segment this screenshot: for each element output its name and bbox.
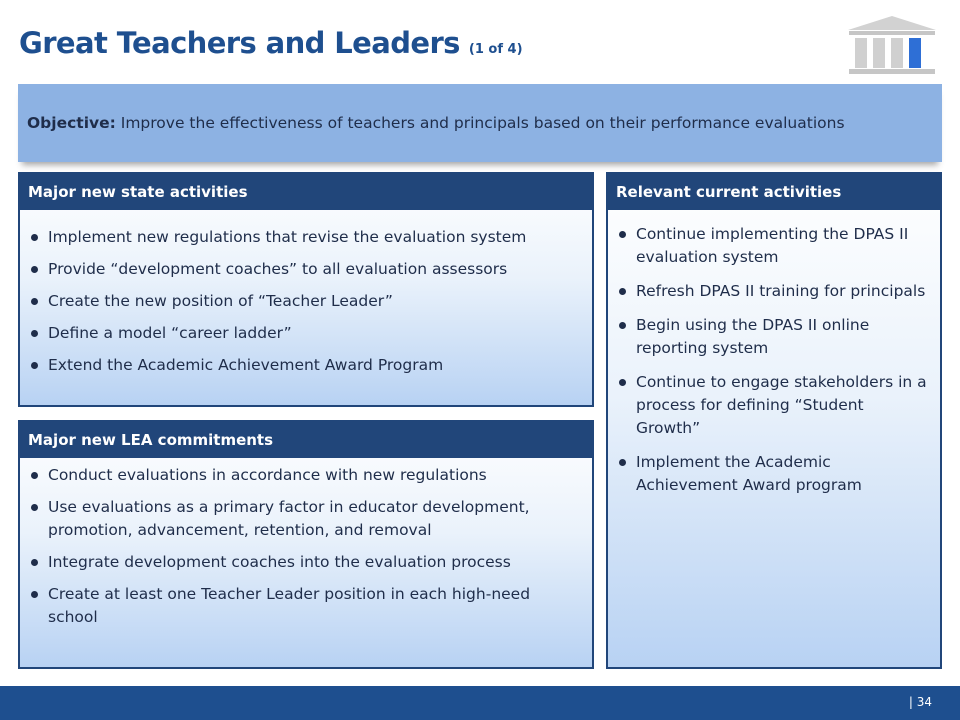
current-activities-heading: Relevant current activities [608, 174, 940, 210]
list-item: Integrate development coaches into the evaluation process [30, 551, 582, 574]
list-item: Define a model “career ladder” [30, 322, 582, 345]
lea-commitments-panel [18, 420, 594, 669]
page-title-subtitle: (1 of 4) [468, 42, 523, 57]
footer-bar [0, 686, 960, 720]
lea-commitments-heading: Major new LEA commitments [20, 422, 592, 458]
list-item: Refresh DPAS II training for principals [618, 280, 930, 303]
list-item: Provide “development coaches” to all evaluation assessors [30, 258, 582, 281]
lea-commitments-list [20, 458, 592, 629]
objective-label: Objective: [27, 114, 116, 132]
objective-description: Improve the effectiveness of teachers and principals based on their performance evaluations [120, 114, 845, 132]
list-item: Continue implementing the DPAS II evaluation system [618, 223, 930, 269]
building-columns-icon [846, 14, 938, 76]
list-item: Conduct evaluations in accordance with new regulations [30, 464, 582, 487]
current-activities-list [608, 210, 940, 497]
page-title [19, 26, 523, 60]
page-number: | 34 [908, 695, 932, 709]
list-item: Extend the Academic Achievement Award Program [30, 354, 582, 377]
objective-text [27, 114, 845, 132]
page-title-text: Great Teachers and Leaders [19, 26, 460, 60]
current-activities-panel [606, 172, 942, 669]
list-item: Continue to engage stakeholders in a process for defining “Student Growth” [618, 371, 930, 440]
state-activities-heading: Major new state activities [20, 174, 592, 210]
list-item: Implement the Academic Achievement Award program [618, 451, 930, 497]
list-item: Create at least one Teacher Leader position in each high-need school [30, 583, 582, 629]
list-item: Use evaluations as a primary factor in educator development, promotion, advancement, retention, and removal [30, 496, 582, 542]
state-activities-panel [18, 172, 594, 407]
objective-banner [18, 84, 942, 162]
list-item: Implement new regulations that revise the evaluation system [30, 226, 582, 249]
list-item: Create the new position of “Teacher Leader” [30, 290, 582, 313]
list-item: Begin using the DPAS II online reporting system [618, 314, 930, 360]
state-activities-list [20, 210, 592, 377]
